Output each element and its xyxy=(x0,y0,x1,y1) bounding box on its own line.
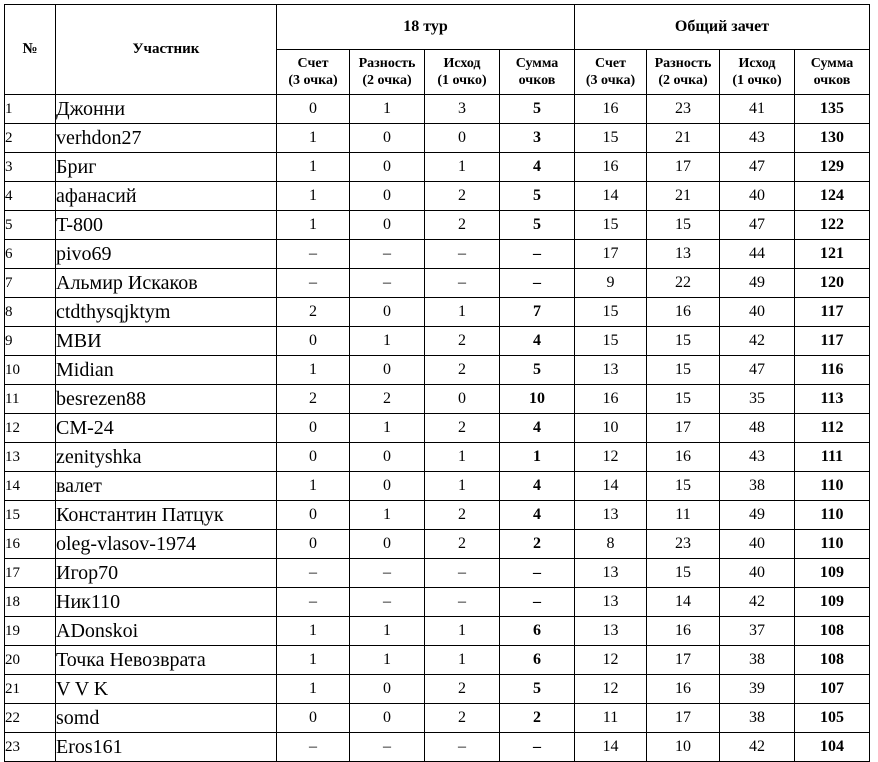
cell-total-diff: 15 xyxy=(647,356,720,385)
cell-total-score: 14 xyxy=(575,733,647,762)
table-row xyxy=(5,414,870,443)
cell-round-outcome: – xyxy=(425,269,500,298)
cell-round-score: 0 xyxy=(277,501,350,530)
cell-rank: 1 xyxy=(5,95,56,124)
cell-total-outcome: 40 xyxy=(720,182,795,211)
cell-total-outcome: 38 xyxy=(720,472,795,501)
cell-round-outcome: 2 xyxy=(425,675,500,704)
cell-total-score: 11 xyxy=(575,704,647,733)
cell-rank: 8 xyxy=(5,298,56,327)
group-header-round: 18 тур xyxy=(277,5,575,50)
cell-round-sum: 4 xyxy=(500,153,575,182)
cell-rank: 10 xyxy=(5,356,56,385)
cell-round-outcome: 1 xyxy=(425,617,500,646)
cell-total-outcome: 35 xyxy=(720,385,795,414)
col-header-line: (1 очко) xyxy=(437,73,487,88)
cell-total-diff: 15 xyxy=(647,327,720,356)
cell-total-sum: 109 xyxy=(795,588,870,617)
cell-total-outcome: 40 xyxy=(720,298,795,327)
header-row-groups xyxy=(5,5,870,50)
cell-round-score: 1 xyxy=(277,211,350,240)
cell-round-diff: 1 xyxy=(350,617,425,646)
cell-round-sum: – xyxy=(500,240,575,269)
cell-round-diff: – xyxy=(350,588,425,617)
cell-round-sum: 4 xyxy=(500,414,575,443)
cell-total-diff: 15 xyxy=(647,211,720,240)
col-header-total-outcome xyxy=(720,50,795,95)
cell-round-diff: 0 xyxy=(350,182,425,211)
cell-round-diff: 1 xyxy=(350,501,425,530)
cell-total-score: 14 xyxy=(575,182,647,211)
table-body xyxy=(5,95,870,762)
cell-total-diff: 21 xyxy=(647,124,720,153)
cell-round-diff: 0 xyxy=(350,356,425,385)
cell-round-score: 0 xyxy=(277,443,350,472)
cell-participant: Джонни xyxy=(56,95,277,124)
cell-round-diff: 1 xyxy=(350,646,425,675)
cell-round-outcome: 2 xyxy=(425,704,500,733)
cell-total-score: 15 xyxy=(575,327,647,356)
cell-total-score: 13 xyxy=(575,501,647,530)
cell-total-sum: 116 xyxy=(795,356,870,385)
cell-total-diff: 14 xyxy=(647,588,720,617)
cell-round-sum: 5 xyxy=(500,356,575,385)
cell-participant: oleg-vlasov-1974 xyxy=(56,530,277,559)
cell-total-diff: 17 xyxy=(647,646,720,675)
cell-participant: V V K xyxy=(56,675,277,704)
cell-total-diff: 22 xyxy=(647,269,720,298)
cell-round-score: 1 xyxy=(277,182,350,211)
cell-rank: 13 xyxy=(5,443,56,472)
cell-total-outcome: 37 xyxy=(720,617,795,646)
cell-total-diff: 15 xyxy=(647,472,720,501)
cell-round-sum: 10 xyxy=(500,385,575,414)
cell-total-sum: 135 xyxy=(795,95,870,124)
cell-round-diff: 0 xyxy=(350,443,425,472)
cell-total-score: 13 xyxy=(575,356,647,385)
cell-total-outcome: 40 xyxy=(720,530,795,559)
cell-round-sum: 6 xyxy=(500,617,575,646)
cell-participant: Константин Патцук xyxy=(56,501,277,530)
cell-rank: 5 xyxy=(5,211,56,240)
cell-round-diff: 0 xyxy=(350,298,425,327)
col-header-round-outcome xyxy=(425,50,500,95)
table-row xyxy=(5,617,870,646)
cell-total-score: 15 xyxy=(575,211,647,240)
col-header-line: очков xyxy=(518,73,556,88)
table-row xyxy=(5,327,870,356)
table-row xyxy=(5,182,870,211)
cell-rank: 4 xyxy=(5,182,56,211)
table-row xyxy=(5,240,870,269)
cell-total-outcome: 42 xyxy=(720,327,795,356)
col-header-round-sum xyxy=(500,50,575,95)
cell-round-sum: 5 xyxy=(500,182,575,211)
col-header-line: Сумма xyxy=(810,56,854,71)
cell-participant: besrezen88 xyxy=(56,385,277,414)
cell-round-score: – xyxy=(277,733,350,762)
cell-total-score: 8 xyxy=(575,530,647,559)
cell-total-sum: 113 xyxy=(795,385,870,414)
cell-total-diff: 16 xyxy=(647,617,720,646)
table-row xyxy=(5,356,870,385)
table-row xyxy=(5,472,870,501)
cell-participant: Ник110 xyxy=(56,588,277,617)
cell-round-score: 2 xyxy=(277,298,350,327)
cell-round-sum: 2 xyxy=(500,704,575,733)
cell-round-score: 0 xyxy=(277,530,350,559)
table-row xyxy=(5,530,870,559)
cell-round-sum: 5 xyxy=(500,95,575,124)
cell-round-score: 1 xyxy=(277,675,350,704)
cell-round-outcome: 2 xyxy=(425,211,500,240)
cell-round-diff: 0 xyxy=(350,704,425,733)
col-header-line: Счет xyxy=(297,56,329,71)
cell-round-outcome: 0 xyxy=(425,385,500,414)
cell-total-sum: 108 xyxy=(795,646,870,675)
cell-total-diff: 16 xyxy=(647,675,720,704)
table-row xyxy=(5,153,870,182)
table-row xyxy=(5,95,870,124)
cell-round-sum: 2 xyxy=(500,530,575,559)
cell-participant: валет xyxy=(56,472,277,501)
col-header-line: Разность xyxy=(358,56,416,71)
cell-round-outcome: – xyxy=(425,240,500,269)
cell-round-sum: 4 xyxy=(500,327,575,356)
cell-total-sum: 111 xyxy=(795,443,870,472)
cell-rank: 20 xyxy=(5,646,56,675)
cell-round-score: – xyxy=(277,559,350,588)
col-header-line: очков xyxy=(813,73,851,88)
standings-table xyxy=(4,4,870,762)
cell-total-sum: 122 xyxy=(795,211,870,240)
cell-total-sum: 130 xyxy=(795,124,870,153)
cell-participant: Eros161 xyxy=(56,733,277,762)
table-row xyxy=(5,675,870,704)
cell-round-sum: – xyxy=(500,733,575,762)
cell-total-sum: 108 xyxy=(795,617,870,646)
cell-total-outcome: 38 xyxy=(720,704,795,733)
cell-total-sum: 107 xyxy=(795,675,870,704)
cell-participant: МВИ xyxy=(56,327,277,356)
cell-rank: 3 xyxy=(5,153,56,182)
col-header-line: Сумма xyxy=(515,56,559,71)
cell-total-score: 13 xyxy=(575,617,647,646)
cell-round-outcome: 1 xyxy=(425,298,500,327)
cell-round-score: 2 xyxy=(277,385,350,414)
cell-total-diff: 17 xyxy=(647,153,720,182)
cell-total-score: 12 xyxy=(575,675,647,704)
cell-total-score: 16 xyxy=(575,95,647,124)
cell-round-sum: 5 xyxy=(500,675,575,704)
col-header-line: (1 очко) xyxy=(732,73,782,88)
cell-total-score: 13 xyxy=(575,559,647,588)
cell-rank: 22 xyxy=(5,704,56,733)
table-row xyxy=(5,298,870,327)
cell-round-score: 1 xyxy=(277,646,350,675)
cell-total-diff: 23 xyxy=(647,95,720,124)
cell-round-sum: 3 xyxy=(500,124,575,153)
cell-total-diff: 17 xyxy=(647,414,720,443)
cell-participant: verhdon27 xyxy=(56,124,277,153)
cell-round-sum: 6 xyxy=(500,646,575,675)
cell-total-sum: 117 xyxy=(795,298,870,327)
cell-total-sum: 129 xyxy=(795,153,870,182)
cell-round-outcome: 2 xyxy=(425,182,500,211)
cell-total-diff: 16 xyxy=(647,298,720,327)
cell-total-diff: 15 xyxy=(647,385,720,414)
col-header-participant: Участник xyxy=(56,5,277,95)
col-header-line: Исход xyxy=(443,56,481,71)
col-header-round-diff xyxy=(350,50,425,95)
cell-rank: 19 xyxy=(5,617,56,646)
cell-total-score: 13 xyxy=(575,588,647,617)
table-row xyxy=(5,501,870,530)
cell-round-outcome: 1 xyxy=(425,153,500,182)
cell-round-outcome: – xyxy=(425,588,500,617)
cell-round-outcome: 0 xyxy=(425,124,500,153)
cell-round-outcome: 1 xyxy=(425,646,500,675)
cell-total-outcome: 42 xyxy=(720,588,795,617)
cell-round-outcome: – xyxy=(425,559,500,588)
cell-total-outcome: 41 xyxy=(720,95,795,124)
cell-round-score: 1 xyxy=(277,153,350,182)
col-header-round-score xyxy=(277,50,350,95)
table-row xyxy=(5,646,870,675)
cell-rank: 14 xyxy=(5,472,56,501)
col-header-number: № xyxy=(5,5,56,95)
cell-total-score: 15 xyxy=(575,298,647,327)
cell-participant: zenityshka xyxy=(56,443,277,472)
cell-round-diff: 0 xyxy=(350,211,425,240)
col-header-line: (2 очка) xyxy=(658,73,708,88)
cell-round-sum: – xyxy=(500,588,575,617)
cell-round-score: – xyxy=(277,240,350,269)
cell-participant: СМ-24 xyxy=(56,414,277,443)
cell-participant: афанасий xyxy=(56,182,277,211)
cell-round-outcome: 2 xyxy=(425,530,500,559)
col-header-line: Счет xyxy=(595,56,626,71)
cell-participant: pivo69 xyxy=(56,240,277,269)
cell-round-sum: 1 xyxy=(500,443,575,472)
cell-round-outcome: 2 xyxy=(425,327,500,356)
cell-participant: Игор70 xyxy=(56,559,277,588)
group-header-total: Общий зачет xyxy=(575,5,870,50)
cell-round-outcome: 2 xyxy=(425,356,500,385)
cell-total-diff: 13 xyxy=(647,240,720,269)
cell-round-score: 1 xyxy=(277,124,350,153)
cell-rank: 15 xyxy=(5,501,56,530)
cell-rank: 23 xyxy=(5,733,56,762)
cell-total-score: 16 xyxy=(575,153,647,182)
table-row xyxy=(5,559,870,588)
cell-round-score: 0 xyxy=(277,704,350,733)
cell-round-score: 0 xyxy=(277,327,350,356)
table-row xyxy=(5,269,870,298)
cell-round-score: 1 xyxy=(277,356,350,385)
cell-total-diff: 11 xyxy=(647,501,720,530)
cell-round-diff: 1 xyxy=(350,95,425,124)
table-row xyxy=(5,385,870,414)
cell-rank: 2 xyxy=(5,124,56,153)
cell-rank: 18 xyxy=(5,588,56,617)
cell-total-sum: 121 xyxy=(795,240,870,269)
col-header-total-diff xyxy=(647,50,720,95)
cell-round-sum: 5 xyxy=(500,211,575,240)
cell-round-sum: 7 xyxy=(500,298,575,327)
cell-round-diff: 0 xyxy=(350,675,425,704)
cell-participant: Бриг xyxy=(56,153,277,182)
cell-round-sum: – xyxy=(500,559,575,588)
cell-round-score: 1 xyxy=(277,472,350,501)
cell-round-score: 0 xyxy=(277,95,350,124)
cell-rank: 9 xyxy=(5,327,56,356)
cell-total-diff: 23 xyxy=(647,530,720,559)
cell-total-diff: 17 xyxy=(647,704,720,733)
cell-total-outcome: 49 xyxy=(720,501,795,530)
cell-total-diff: 15 xyxy=(647,559,720,588)
cell-round-outcome: 1 xyxy=(425,472,500,501)
cell-round-diff: 2 xyxy=(350,385,425,414)
cell-total-score: 9 xyxy=(575,269,647,298)
col-header-total-score xyxy=(575,50,647,95)
cell-total-outcome: 47 xyxy=(720,211,795,240)
cell-participant: Точка Невозврата xyxy=(56,646,277,675)
cell-round-outcome: 3 xyxy=(425,95,500,124)
cell-total-outcome: 38 xyxy=(720,646,795,675)
cell-participant: somd xyxy=(56,704,277,733)
cell-total-diff: 10 xyxy=(647,733,720,762)
col-header-line: Исход xyxy=(738,56,776,71)
cell-total-score: 14 xyxy=(575,472,647,501)
cell-participant: ADonskoi xyxy=(56,617,277,646)
cell-rank: 17 xyxy=(5,559,56,588)
cell-round-diff: – xyxy=(350,240,425,269)
cell-total-sum: 110 xyxy=(795,501,870,530)
table-header xyxy=(5,5,870,95)
table-row xyxy=(5,211,870,240)
cell-total-score: 12 xyxy=(575,443,647,472)
cell-total-sum: 124 xyxy=(795,182,870,211)
table-row xyxy=(5,733,870,762)
cell-total-outcome: 43 xyxy=(720,124,795,153)
table-row xyxy=(5,588,870,617)
cell-round-diff: 0 xyxy=(350,124,425,153)
table-row xyxy=(5,443,870,472)
cell-round-outcome: 2 xyxy=(425,501,500,530)
cell-total-outcome: 43 xyxy=(720,443,795,472)
cell-total-outcome: 48 xyxy=(720,414,795,443)
cell-rank: 11 xyxy=(5,385,56,414)
cell-total-outcome: 47 xyxy=(720,153,795,182)
cell-round-outcome: 1 xyxy=(425,443,500,472)
cell-round-score: 0 xyxy=(277,414,350,443)
cell-total-outcome: 40 xyxy=(720,559,795,588)
cell-participant: Midian xyxy=(56,356,277,385)
cell-total-sum: 117 xyxy=(795,327,870,356)
cell-rank: 12 xyxy=(5,414,56,443)
col-header-line: Разность xyxy=(654,56,712,71)
cell-round-score: – xyxy=(277,269,350,298)
cell-round-sum: – xyxy=(500,269,575,298)
cell-round-diff: 0 xyxy=(350,153,425,182)
cell-round-outcome: – xyxy=(425,733,500,762)
cell-total-score: 16 xyxy=(575,385,647,414)
cell-round-outcome: 2 xyxy=(425,414,500,443)
cell-total-score: 15 xyxy=(575,124,647,153)
cell-rank: 6 xyxy=(5,240,56,269)
col-header-line: (2 очка) xyxy=(362,73,412,88)
cell-total-outcome: 49 xyxy=(720,269,795,298)
cell-total-outcome: 42 xyxy=(720,733,795,762)
cell-round-score: – xyxy=(277,588,350,617)
cell-total-sum: 110 xyxy=(795,472,870,501)
col-header-line: (3 очка) xyxy=(288,73,338,88)
cell-round-diff: – xyxy=(350,269,425,298)
cell-participant: ctdthysqjktym xyxy=(56,298,277,327)
cell-round-diff: 0 xyxy=(350,472,425,501)
cell-participant: T-800 xyxy=(56,211,277,240)
cell-total-score: 10 xyxy=(575,414,647,443)
cell-total-score: 17 xyxy=(575,240,647,269)
cell-total-outcome: 47 xyxy=(720,356,795,385)
cell-rank: 16 xyxy=(5,530,56,559)
cell-total-score: 12 xyxy=(575,646,647,675)
cell-round-diff: 1 xyxy=(350,327,425,356)
table-row xyxy=(5,124,870,153)
col-header-line: (3 очка) xyxy=(585,73,636,88)
cell-total-sum: 105 xyxy=(795,704,870,733)
cell-total-diff: 16 xyxy=(647,443,720,472)
cell-total-sum: 109 xyxy=(795,559,870,588)
col-header-total-sum xyxy=(795,50,870,95)
cell-total-sum: 112 xyxy=(795,414,870,443)
cell-round-diff: 0 xyxy=(350,530,425,559)
cell-round-score: 1 xyxy=(277,617,350,646)
cell-round-sum: 4 xyxy=(500,501,575,530)
cell-rank: 7 xyxy=(5,269,56,298)
cell-round-diff: – xyxy=(350,733,425,762)
cell-total-diff: 21 xyxy=(647,182,720,211)
cell-total-sum: 110 xyxy=(795,530,870,559)
table-row xyxy=(5,704,870,733)
cell-total-outcome: 44 xyxy=(720,240,795,269)
cell-total-outcome: 39 xyxy=(720,675,795,704)
cell-participant: Альмир Искаков xyxy=(56,269,277,298)
cell-total-sum: 104 xyxy=(795,733,870,762)
cell-total-sum: 120 xyxy=(795,269,870,298)
cell-rank: 21 xyxy=(5,675,56,704)
cell-round-diff: 1 xyxy=(350,414,425,443)
cell-round-sum: 4 xyxy=(500,472,575,501)
cell-round-diff: – xyxy=(350,559,425,588)
